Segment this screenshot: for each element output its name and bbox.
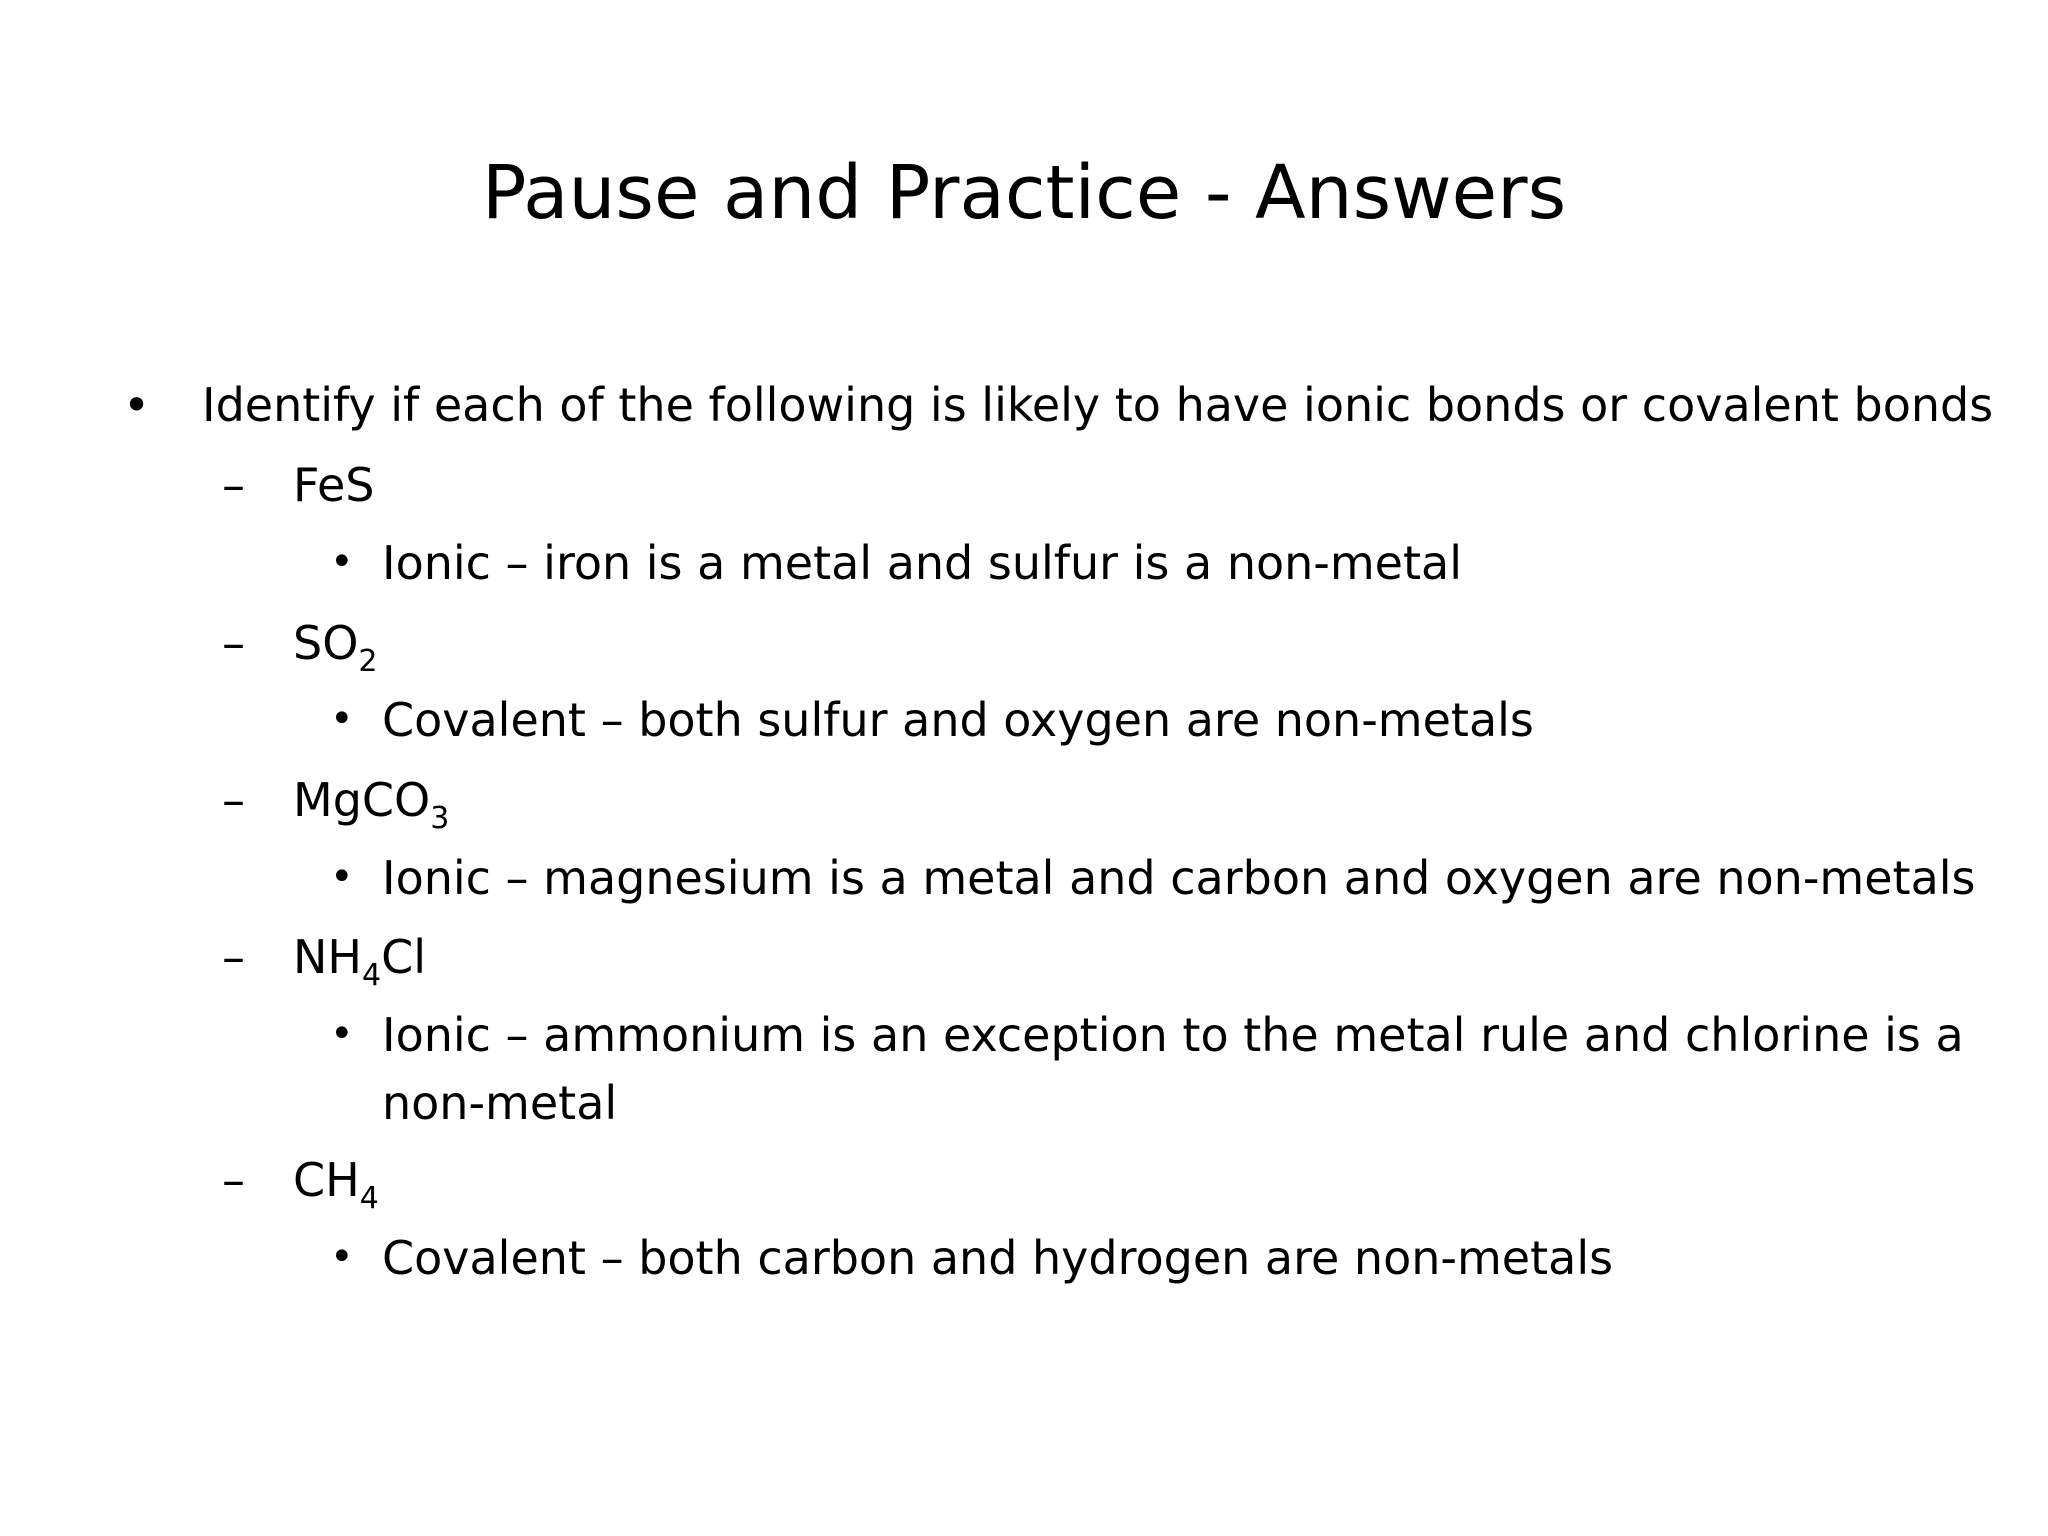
dash-icon: – [222,930,245,984]
dash-icon: – [222,1153,245,1207]
question-text: Identify if each of the following is likely to have ionic bonds or covalent bonds [202,378,1994,432]
bullet-icon: • [123,378,151,432]
formula: MgCO$_3$ [293,773,450,836]
formula: FeS [293,458,375,512]
dash-icon: – [222,616,245,670]
bullet-icon: • [330,854,354,900]
formula: $NH_4Cl$ [293,930,426,993]
answer-text: Ionic – iron is a metal and sulfur is a non-metal [382,536,1462,590]
answer-text: Covalent – both sulfur and oxygen are non-metals [382,693,1534,747]
slide-title: Pause and Practice - Answers [481,150,1567,236]
bullet-icon: • [330,696,354,742]
answer-text: Ionic – magnesium is a metal and carbon and oxygen are non-metals [382,851,1976,905]
bullet-icon: • [330,1234,354,1280]
formula: $SO_2$ [293,616,378,679]
formula: $CH_4$ [293,1153,379,1216]
bullet-icon: • [330,1011,354,1057]
answer-text: Covalent – both carbon and hydrogen are non-metals [382,1231,1614,1285]
dash-icon: – [222,773,245,827]
bullet-icon: • [330,539,354,585]
answer-text-line1: Ionic – ammonium is an exception to the metal rule and chlorine is a [382,1008,1964,1062]
answer-text-line2: non-metal [382,1076,618,1130]
dash-icon: – [222,458,245,512]
